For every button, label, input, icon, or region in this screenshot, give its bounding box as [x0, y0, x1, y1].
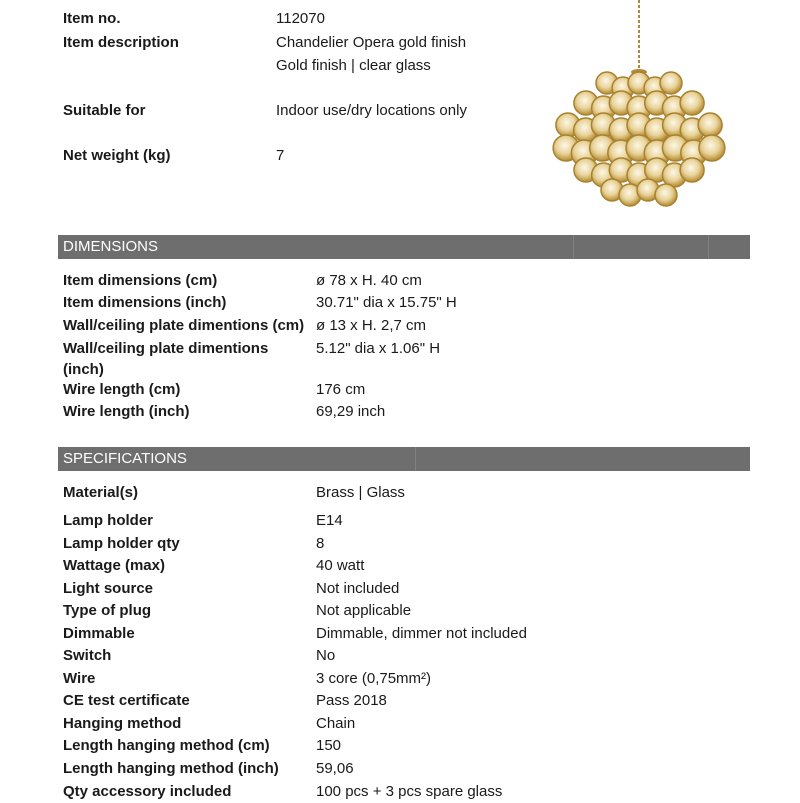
spec-value: 40 watt [316, 557, 365, 574]
spec-value: 3 core (0,75mm²) [316, 670, 432, 687]
spec-value: Chain [316, 715, 356, 732]
dim-value: 176 cm [316, 381, 366, 398]
spec-label: Qty accessory included [63, 783, 232, 800]
net-weight-value: 7 [276, 147, 285, 164]
net-weight-label: Net weight (kg) [63, 147, 171, 164]
dim-label-line2: (inch) [63, 361, 104, 378]
spec-label: Lamp holder qty [63, 535, 180, 552]
glass-disc [698, 113, 722, 137]
item-no-value: 112070 [276, 10, 325, 27]
dim-value: 30.71" dia x 15.75" H [316, 294, 457, 311]
spec-label: Length hanging method (inch) [63, 760, 279, 777]
chandelier-image [540, 0, 730, 210]
specifications-header [58, 447, 750, 471]
spec-label: Material(s) [63, 484, 139, 501]
spec-label: Wire [63, 670, 96, 687]
spec-value: Not applicable [316, 602, 412, 619]
spec-label: Hanging method [63, 715, 182, 732]
spec-label: Lamp holder [63, 512, 154, 529]
dim-label: Wall/ceiling plate dimentions [63, 340, 269, 357]
dim-label: Item dimensions (cm) [63, 272, 218, 289]
spec-value: Not included [316, 580, 400, 597]
dim-value: ø 13 x H. 2,7 cm [316, 317, 427, 334]
spec-value: 59,06 [316, 760, 354, 777]
glass-disc [655, 184, 677, 206]
spec-value: 100 pcs + 3 pcs spare glass [316, 783, 503, 800]
item-description-value-line2: Gold finish | clear glass [276, 57, 431, 74]
spec-value: E14 [316, 512, 343, 529]
dim-value: ø 78 x H. 40 cm [316, 272, 422, 289]
dim-label: Item dimensions (inch) [63, 294, 227, 311]
glass-disc [680, 91, 704, 115]
spec-label: Length hanging method (cm) [63, 737, 270, 754]
spec-value: Dimmable, dimmer not included [316, 625, 527, 642]
spec-value: Brass | Glass [316, 484, 405, 501]
spec-value: 150 [316, 737, 342, 754]
glass-disc [680, 158, 704, 182]
dim-label: Wire length (cm) [63, 381, 181, 398]
spec-label: Type of plug [63, 602, 152, 619]
suitable-for-value: Indoor use/dry locations only [276, 102, 467, 119]
dim-label: Wire length (inch) [63, 403, 190, 420]
item-description-value-line1: Chandelier Opera gold finish [276, 34, 467, 51]
item-no-label: Item no. [63, 10, 121, 27]
spec-label: Dimmable [63, 625, 135, 642]
spec-value: Pass 2018 [316, 692, 387, 709]
glass-disc [699, 135, 725, 161]
dimensions-header [58, 235, 750, 259]
dim-value: 5.12" dia x 1.06" H [316, 340, 441, 357]
suitable-for-label: Suitable for [63, 102, 146, 119]
spec-label: Wattage (max) [63, 557, 165, 574]
spec-label: Light source [63, 580, 154, 597]
specifications-title: SPECIFICATIONS [63, 450, 187, 467]
spec-value: 8 [316, 535, 325, 552]
dimensions-title: DIMENSIONS [63, 238, 159, 255]
item-description-label: Item description [63, 34, 179, 51]
spec-value: No [316, 647, 336, 664]
dim-label: Wall/ceiling plate dimentions (cm) [63, 317, 305, 334]
dim-value: 69,29 inch [316, 403, 386, 420]
glass-disc [660, 72, 682, 94]
spec-label: Switch [63, 647, 112, 664]
spec-label: CE test certificate [63, 692, 190, 709]
